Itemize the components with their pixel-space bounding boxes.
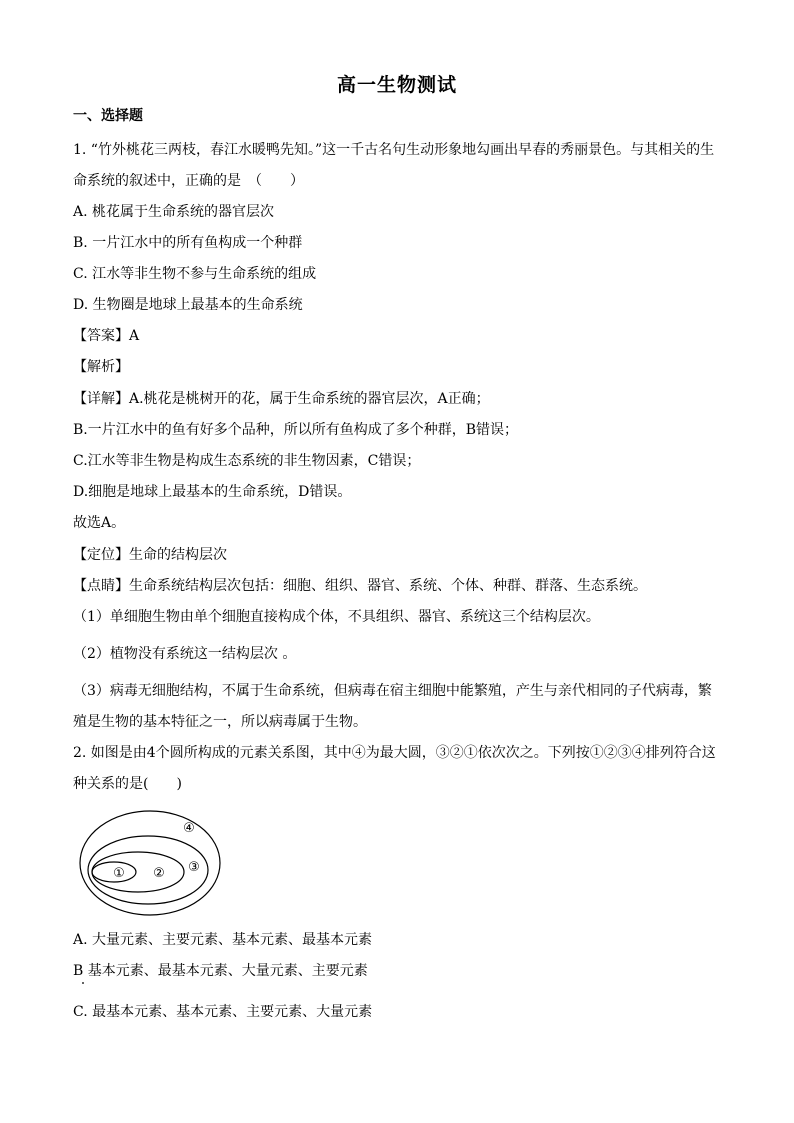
label-2: ② xyxy=(153,866,165,881)
q1-stem-line2: 命系统的叙述中，正确的是 （ ） xyxy=(73,173,304,189)
q1-note3: （3）病毒无细胞结构，不属于生命系统，但病毒在宿主细胞中能繁殖，产生与亲代相同的子代病毒，繁 xyxy=(73,683,712,699)
q2-option-c: C. 最基本元素、基本元素、主要元素、大量元素 xyxy=(73,1004,373,1020)
q1-detail-line3: C.江水等非生物是构成生态系统的非生物因素，C错误； xyxy=(73,453,421,469)
label-1: ① xyxy=(113,866,125,881)
detail-text: A.桃花是桃树开的花，属于生命系统的器官层次，A正确； xyxy=(129,391,490,407)
q1-detail-line2: B.一片江水中的鱼有好多个品种，所以所有鱼构成了多个种群，B错误； xyxy=(73,422,519,438)
answer-tag: 【答案】 xyxy=(73,328,129,344)
label-3: ③ xyxy=(188,860,200,875)
label-4: ④ xyxy=(183,821,195,836)
comment-text: 生命系统结构层次包括：细胞、组织、器官、系统、个体、种群、群落、生态系统。 xyxy=(129,578,647,594)
stray-dot xyxy=(82,982,84,984)
q1-comment xyxy=(73,576,647,596)
q1-option-d: D. 生物圈是地球上最基本的生命系统 xyxy=(73,297,303,313)
q1-option-a: A. 桃花属于生命系统的器官层次 xyxy=(73,204,275,220)
q1-analysis-tag: 【解析】 xyxy=(73,359,129,375)
q1-detail-line4: D.细胞是地球上最基本的生命系统，D错误。 xyxy=(73,484,352,500)
locate-tag: 【定位】 xyxy=(73,547,129,563)
q1-note1: （1）单细胞生物由单个细胞直接构成个体，不具组织、器官、系统这三个结构层次。 xyxy=(73,609,600,625)
q2-option-b: B 基本元素、最基本元素、大量元素、主要元素 xyxy=(73,963,368,979)
q1-note2: （2）植物没有系统这一结构层次 。 xyxy=(73,646,297,662)
q1-locate xyxy=(73,545,227,565)
section-heading: 一、选择题 xyxy=(73,108,143,124)
page-title: 高一生物测试 xyxy=(336,74,457,96)
q2-option-a: A. 大量元素、主要元素、基本元素、最基本元素 xyxy=(73,932,373,948)
locate-text: 生命的结构层次 xyxy=(129,547,227,563)
q1-option-c: C. 江水等非生物不参与生命系统的组成 xyxy=(73,266,317,282)
q2-stem-line2: 种关系的是( ) xyxy=(73,776,182,792)
q1-stem-line1: 1. “竹外桃花三两枝，春江水暖鸭先知。”这一千古名句生动形象地勾画出早春的秀丽景色。与其相关的生 xyxy=(73,142,715,158)
element-relation-diagram xyxy=(78,808,228,918)
q1-answer xyxy=(73,326,139,346)
q1-detail-line1 xyxy=(73,389,490,409)
q1-note4: 殖是生物的基本特征之一，所以病毒属于生物。 xyxy=(73,714,367,730)
comment-tag: 【点睛】 xyxy=(73,578,129,594)
q1-option-b: B. 一片江水中的所有鱼构成一个种群 xyxy=(73,235,303,251)
answer-value: A xyxy=(129,328,140,344)
detail-tag: 【详解】 xyxy=(73,391,129,407)
q2-stem-line1: 2. 如图是由4个圆所构成的元素关系图，其中④为最大圆，③②①依次次之。下列按①②③④排列符合这 xyxy=(73,745,716,761)
circle-2 xyxy=(92,852,184,892)
q1-detail-line5: 故选A。 xyxy=(73,515,126,531)
